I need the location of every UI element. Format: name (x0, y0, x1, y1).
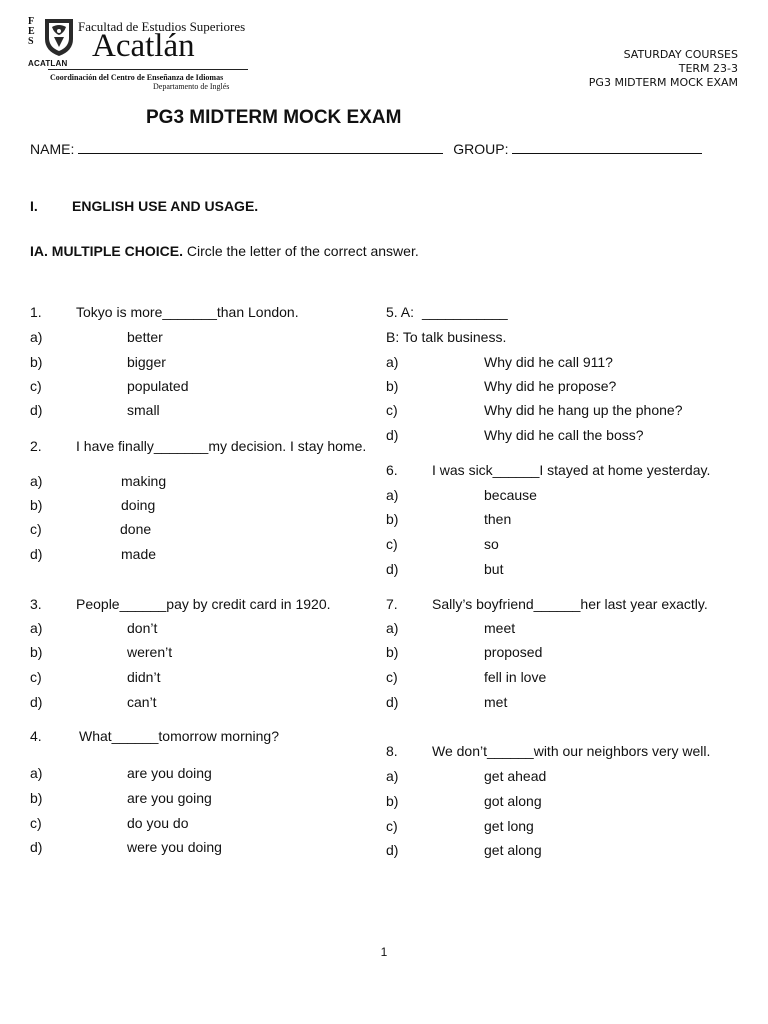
university-seal-icon (42, 17, 76, 57)
exam-title: PG3 MIDTERM MOCK EXAM (146, 107, 402, 128)
logo-acatlan-small: ACATLAN (28, 59, 68, 68)
coordination-name: Coordinación del Centro de Enseñanza de Idiomas (50, 73, 224, 82)
course-line: SATURDAY COURSES (623, 48, 738, 61)
section-heading (30, 198, 258, 214)
page-number: 1 (380, 945, 388, 959)
name-group-line (30, 141, 702, 157)
name-label: NAME: (30, 141, 75, 157)
course-line: PG3 MIDTERM MOCK EXAM (588, 76, 738, 89)
logo-divider (48, 69, 248, 70)
logo-fes-letters: F E S (28, 16, 35, 47)
group-label: GROUP: (453, 141, 509, 157)
group-field[interactable] (512, 141, 702, 154)
instruction (30, 243, 419, 259)
section-number: I. (30, 198, 38, 214)
course-info (589, 48, 738, 90)
instruction-label: IA. MULTIPLE CHOICE. (30, 243, 183, 259)
department-name: Departamento de Inglés (153, 82, 230, 91)
name-field[interactable] (78, 141, 443, 154)
question-5-line-2: B: To talk business. (386, 329, 507, 345)
section-title: ENGLISH USE AND USAGE. (72, 198, 259, 214)
faculty-name: Facultad de Estudios Superiores (78, 19, 246, 34)
instruction-text: Circle the letter of the correct answer. (182, 243, 419, 259)
university-logo (28, 17, 253, 92)
exam-page: F E S ACATLAN Facultad de Estudios Superiores Acatlán Coordinación del Centro de Enseñanza de Idiomas Departamento de Inglés SATURDAY COURSES TERM 23-3 PG3 MIDTERM MOCK EXAM PG3 MIDTERM MOCK EXAM NAME: GROUP: I. ENGLISH USE AND USAGE. IA. MULTIPLE CHOICE. Circle the letter of the correct answer. 1. Tokyo is more_______than London. a) better b) bigger c) populated d) small 2. I have finally_______my decision. I stay home. a) making b) doing c) done d) made 3. People______pay by credit card in 1920. a) don’t b) weren’t c) didn’t d) can’t 4. What______tomorrow morning? a) are you doing b) are you going c) do you do d) were you doing 5. A: ___________ B: To talk business. a) Why did he call 911? b) Why did he propose? c) Why did he hang up the phone? d) Why did he call the boss? 6. I was sick______I stayed at home yesterday. a) because b) then c) so d) but 7. Sally’s boyfriend______her last year exactly. a) meet b) proposed c) fell in love d) met 8. We don’t______with our neighbors very well. a) get ahead b) got along c) get long d) get along 1 (0, 0, 768, 1024)
campus-name: Acatlán (92, 28, 195, 64)
course-line: TERM 23-3 (678, 62, 738, 75)
